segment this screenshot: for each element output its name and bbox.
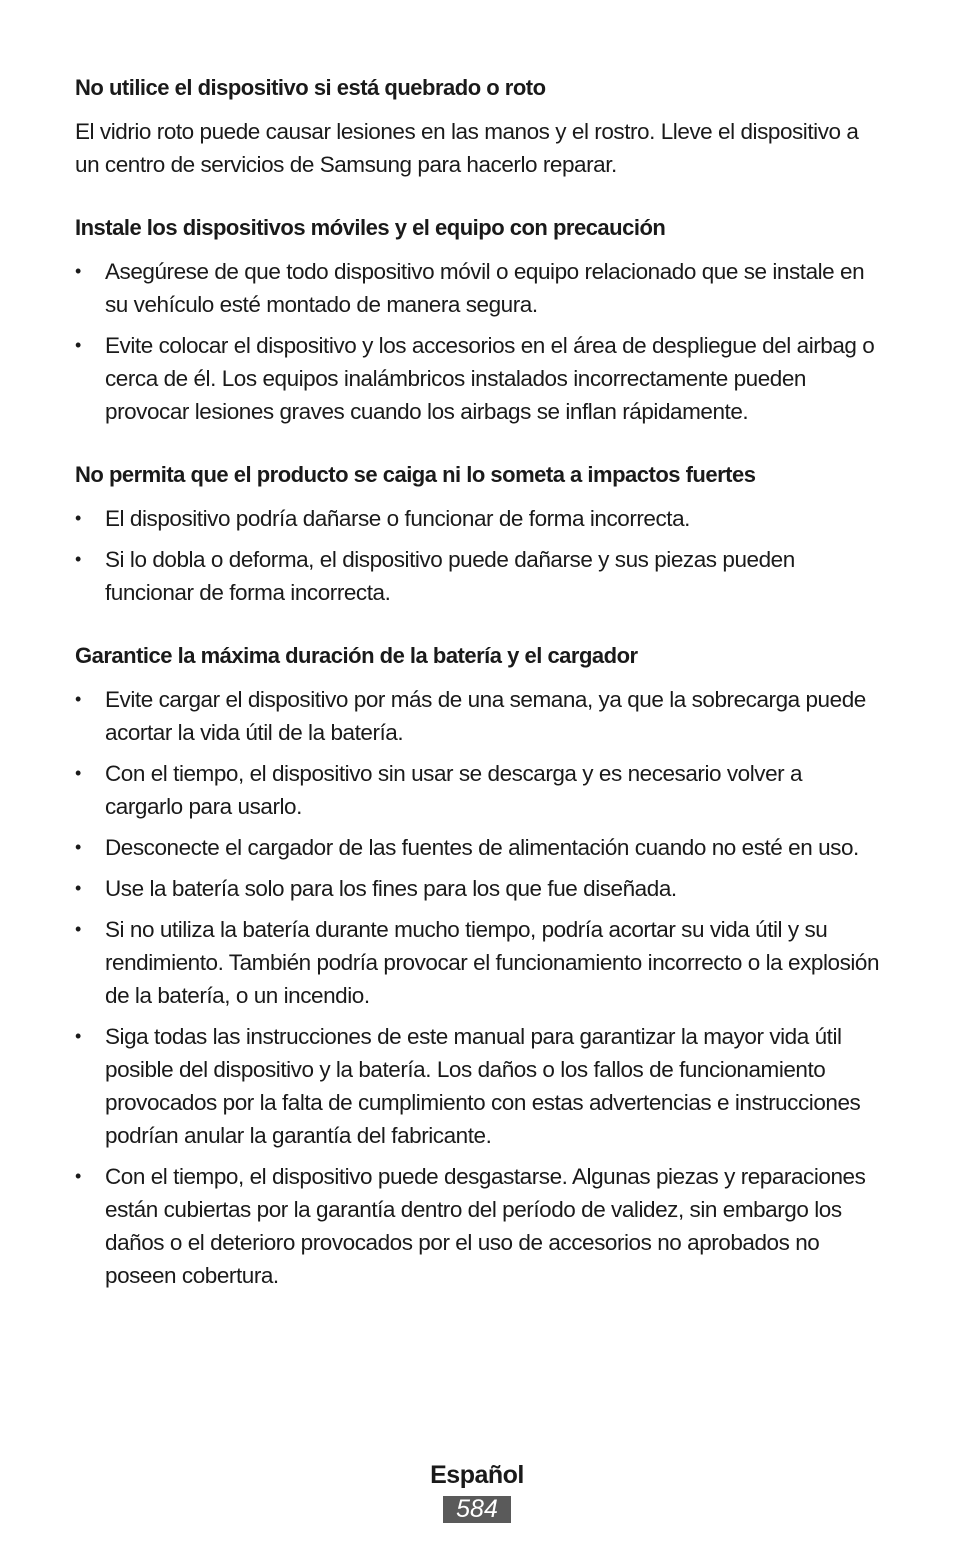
section-paragraph: El vidrio roto puede causar lesiones en las manos y el rostro. Lleve el dispositivo a un centro de servicios de Samsung para hacerlo reparar. [75,119,859,177]
list-item-text: Siga todas las instrucciones de este manual para garantizar la mayor vida útil posible del dispositivo y la batería. Los daños o los fallos de funcionamiento provocados por la falta de cumplimiento con estas advertencias e instrucciones podrían anular la garantía del fabricante. [105,1024,861,1148]
section-install-mobile-devices [75,212,880,428]
section-battery-life [75,640,880,1292]
list-item [75,255,880,321]
section-drop-impact [75,459,880,609]
bullet-icon: • [75,508,81,528]
bullet-icon: • [75,261,81,281]
manual-page [75,72,880,1292]
section-heading: No utilice el dispositivo si está quebrado o roto [75,75,546,100]
list-item-text: Desconecte el cargador de las fuentes de alimentación cuando no esté en uso. [105,835,859,860]
section-broken-device [75,72,880,181]
list-item [75,872,880,905]
list-item-text: Con el tiempo, el dispositivo sin usar se descarga y es necesario volver a cargarlo para usarlo. [105,761,803,819]
list-item [75,757,880,823]
page-number-badge: 584 [443,1496,511,1523]
bullet-icon: • [75,919,81,939]
bullet-list [75,255,880,428]
section-heading: Garantice la máxima duración de la batería y el cargador [75,643,638,668]
list-item-text: Evite colocar el dispositivo y los accesorios en el área de despliegue del airbag o cerca de él. Los equipos inalámbricos instalados incorrectamente pueden provocar lesiones graves cuando los airbags se inflan rápidamente. [105,333,875,424]
list-item [75,683,880,749]
section-heading: Instale los dispositivos móviles y el equipo con precaución [75,215,666,240]
list-item [75,1020,880,1152]
list-item [75,831,880,864]
list-item [75,913,880,1012]
list-item-text: Si no utiliza la batería durante mucho tiempo, podría acortar su vida útil y su rendimiento. También podría provocar el funcionamiento incorrecto o la explosión de la batería, o un incendio. [105,917,880,1008]
bullet-icon: • [75,878,81,898]
list-item-text: Asegúrese de que todo dispositivo móvil o equipo relacionado que se instale en su vehículo esté montado de manera segura. [105,259,865,317]
bullet-icon: • [75,1026,81,1046]
list-item-text: Use la batería solo para los fines para los que fue diseñada. [105,876,677,901]
list-item [75,329,880,428]
bullet-icon: • [75,837,81,857]
section-heading: No permita que el producto se caiga ni lo someta a impactos fuertes [75,462,756,487]
bullet-list [75,683,880,1292]
list-item [75,1160,880,1292]
footer-language: Español [430,1461,524,1489]
list-item-text: Evite cargar el dispositivo por más de una semana, ya que la sobrecarga puede acortar la vida útil de la batería. [105,687,866,745]
list-item-text: El dispositivo podría dañarse o funcionar de forma incorrecta. [105,506,690,531]
page-footer [0,1460,954,1523]
bullet-icon: • [75,763,81,783]
list-item [75,543,880,609]
bullet-list [75,502,880,609]
bullet-icon: • [75,689,81,709]
bullet-icon: • [75,549,81,569]
bullet-icon: • [75,335,81,355]
list-item-text: Con el tiempo, el dispositivo puede desgastarse. Algunas piezas y reparaciones están cubiertas por la garantía dentro del período de validez, sin embargo los daños o el deterioro provocados por el uso de accesorios no aprobados no poseen cobertura. [105,1164,866,1288]
bullet-icon: • [75,1166,81,1186]
list-item-text: Si lo dobla o deforma, el dispositivo puede dañarse y sus piezas pueden funcionar de forma incorrecta. [105,547,795,605]
list-item [75,502,880,535]
